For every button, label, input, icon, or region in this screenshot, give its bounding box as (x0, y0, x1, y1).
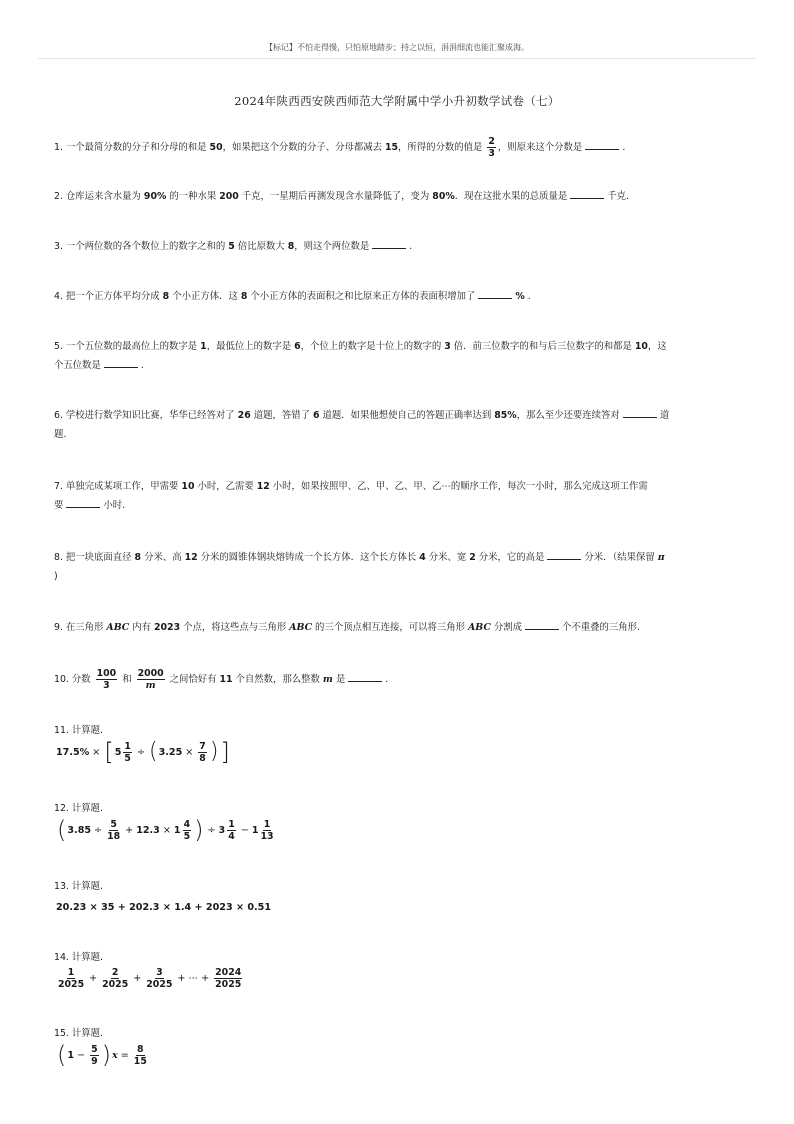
header-motto: 【标记】不怕走得慢，只怕原地踏步；持之以恒，涓涓细流也能汇聚成海。 (265, 43, 529, 52)
question-6: 6. 学校进行数学知识比赛，华华已经答对了 26 道题，答错了 6 道题．如果他想使自己的答题正确率达到 85%，那么至少还要连续答对 道 题. (54, 410, 670, 440)
answer-blank[interactable] (348, 673, 382, 682)
page-title: 2024年陕西西安陕西师范大学附属中学小升初数学试卷（七） (234, 94, 560, 108)
fraction: $\frac{100}{3}$ (96, 668, 117, 691)
question-7: 7. 单独完成某项工作，甲需要 10 小时，乙需要 12 小时，如果按照甲、乙、甲、乙、甲、乙⋯的顺序工作，每次一小时，那么完成这项工作需 要 小时. (54, 481, 648, 511)
answer-blank[interactable] (623, 409, 657, 418)
question-13-expression: 20.23 × 35 + 202.3 × 1.4 + 2023 × 0.51 (56, 902, 272, 913)
question-15-label: 15. 计算题. (54, 1028, 103, 1039)
question-13-label: 13. 计算题. (54, 881, 103, 892)
question-14-expression: $\frac{1}{2025}$ + $\frac{2}{2025}$ + $\frac{3}{2025}$ + ⋯ + $\frac{2024}{2025}$ (58, 967, 242, 990)
answer-blank[interactable] (525, 621, 559, 630)
question-3: 3. 一个两位数的各个数位上的数字之和的 5 倍比原数大 8，则这个两位数是 . (54, 241, 413, 252)
fraction: $\frac{2}{3}$ (488, 136, 495, 159)
question-1: 1. 一个最简分数的分子和分母的和是 50，如果把这个分数的分子、分母都减去 15，所得的分数的值是 $\frac{2}{3}$ ，则原来这个分数是 . (54, 136, 626, 159)
answer-blank[interactable] (570, 190, 604, 199)
header-divider (38, 58, 756, 59)
answer-blank[interactable] (547, 551, 581, 560)
question-11-label: 11. 计算题. (54, 725, 103, 736)
answer-blank[interactable] (585, 141, 619, 150)
fraction: $\frac{2000}{m}$ (137, 668, 164, 691)
answer-blank[interactable] (66, 499, 100, 508)
question-15-expression: ( 1 − $\frac{5}{9}$ ) x = $\frac{8}{15}$ (57, 1041, 147, 1069)
question-2: 2. 仓库运来含水量为 90% 的一种水果 200 千克，一星期后再测发现含水量降低了，变为 80%．现在这批水果的总质量是 千克. (54, 191, 629, 202)
answer-blank[interactable] (478, 290, 512, 299)
question-5: 5. 一个五位数的最高位上的数字是 1，最低位上的数字是 6，个位上的数字是十位上的数字的 3 倍．前三位数字的和与后三位数字的和都是 10，这 个五位数是 . (54, 341, 667, 371)
answer-blank[interactable] (372, 240, 406, 249)
question-8: 8. 把一块底面直径 8 分米、高 12 分米的圆锥体钢块熔铸成一个长方体．这个长方体长 4 分米、宽 2 分米，它的高是 分米．（结果保留 π ) (54, 552, 665, 582)
question-12-expression: ( 3.85 ÷ $\frac{5}{18}$ + 12.3 × 1 $\frac{4}{5}$ ) ÷ 3 $\frac{1}{4}$ − 1 $\frac{1}{13}$ (57, 816, 274, 844)
question-4: 4. 把一个正方体平均分成 8 个小正方体．这 8 个小正方体的表面积之和比原来正方体的表面积增加了 % . (54, 291, 531, 302)
question-11-expression: 17.5% × [ 5 $\frac{1}{5}$ ÷ ( 3.25 × $\frac{7}{8}$ ) ] (56, 738, 230, 766)
question-10: 10. 分数 $\frac{100}{3}$ 和 $\frac{2000}{m}$ 之间恰好有 11 个自然数，那么整数 m 是 . (54, 668, 389, 691)
question-12-label: 12. 计算题. (54, 803, 103, 814)
answer-blank[interactable] (104, 359, 138, 368)
question-9: 9. 在三角形 ABC 内有 2023 个点，将这些点与三角形 ABC 的三个顶点相互连接，可以将三角形 ABC 分割成 个不重叠的三角形. (54, 622, 640, 633)
question-14-label: 14. 计算题. (54, 952, 103, 963)
